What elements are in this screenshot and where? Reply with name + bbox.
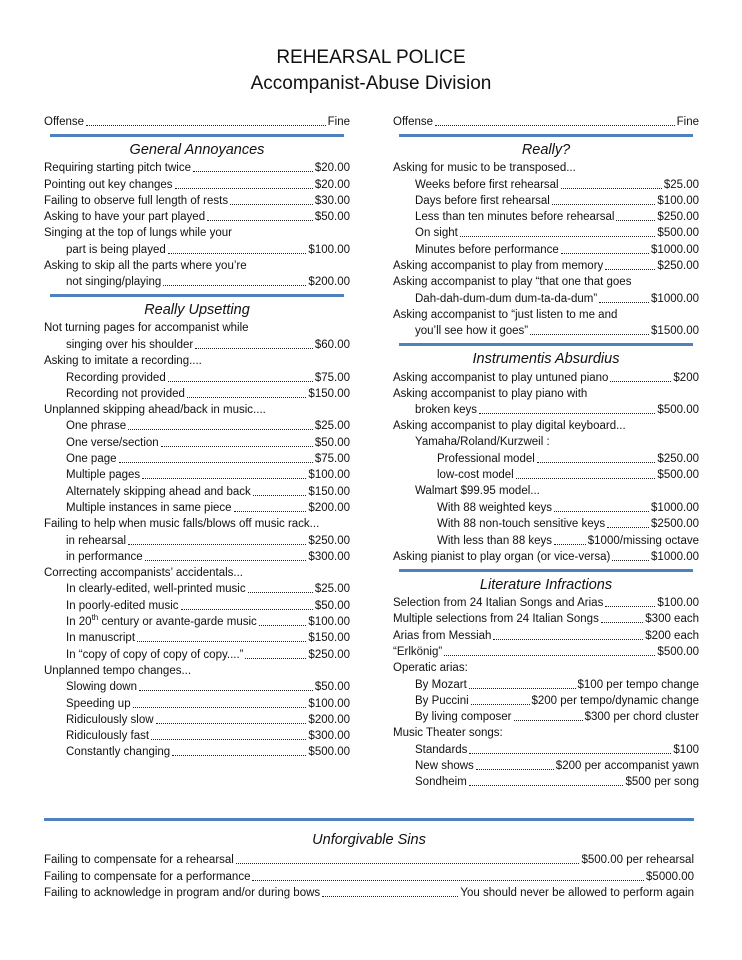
offense-text: Not turning pages for accompanist while — [44, 322, 249, 335]
offense-row: With 88 non-touch sensitive keys $2500.00 — [437, 518, 699, 531]
offense-row: Failing to acknowledge in program and/or during bows You should never be allowed to perform again — [44, 886, 694, 899]
offense-row: By Puccini $200 per tempo/dynamic change — [415, 694, 699, 707]
section-title-really: Really? — [521, 142, 571, 158]
offense-row: Alternately skipping ahead and back $150.00 — [66, 485, 350, 498]
offense-text: Unplanned tempo changes... — [44, 664, 192, 677]
offense-text: Music Theater songs: — [393, 727, 503, 740]
offense-text: Asking accompanist to “just listen to me and — [393, 308, 618, 321]
offense-header: Offense — [44, 116, 85, 128]
offense-row: Multiple selections from 24 Italian Songs $300 each — [393, 613, 699, 626]
offense-row: Failing to compensate for a performance $5000.00 — [44, 870, 694, 883]
offense-row: Failing to observe full length of rests $30.00 — [44, 194, 350, 207]
offense-row: Multiple pages $100.00 — [66, 469, 350, 482]
offense-row: Recording not provided $150.00 — [66, 387, 350, 400]
section-upsetting — [44, 320, 350, 760]
offense-row: low-cost model $500.00 — [437, 469, 699, 482]
offense-row: Sondheim $500 per song — [415, 776, 699, 789]
page-title: REHEARSAL POLICE — [276, 47, 466, 68]
section-divider — [50, 294, 344, 297]
offense-row: In “copy of copy of copy of copy....” $250.00 — [66, 648, 350, 661]
offense-row: “Erlkönig” $500.00 — [393, 646, 699, 659]
offense-row: Ridiculously fast $300.00 — [66, 730, 350, 743]
section-title-literature: Literature Infractions — [479, 576, 613, 593]
leader-dots — [86, 125, 326, 126]
offense-row: Arias from Messiah $200 each — [393, 629, 699, 642]
offense-row: With less than 88 keys $1000/missing octave — [437, 534, 699, 547]
offense-text: Asking to skip all the parts where you’re — [44, 259, 247, 272]
section-title-general: General Annoyances — [129, 142, 265, 158]
offense-row: Asking accompanist to play untuned piano $200 — [393, 371, 699, 384]
offense-header: Offense — [393, 116, 434, 128]
offense-row: in rehearsal $250.00 — [66, 534, 350, 547]
offense-row: In clearly-edited, well-printed music $25.00 — [66, 583, 350, 596]
offense-row: Standards $100 — [415, 743, 699, 756]
offense-row: Selection from 24 Italian Songs and Arias $100.00 — [393, 597, 699, 610]
offense-row: Slowing down $50.00 — [66, 681, 350, 694]
section-divider — [399, 134, 693, 137]
offense-text: Asking accompanist to play piano with — [393, 387, 588, 400]
offense-row: One phrase $25.00 — [66, 420, 350, 433]
section-literature — [393, 595, 699, 791]
offense-text: Singing at the top of lungs while your — [44, 227, 232, 240]
offense-row: Asking to have your part played $50.00 — [44, 211, 350, 224]
section-general — [44, 160, 350, 290]
section-divider — [399, 343, 693, 346]
section-instrumentis — [393, 369, 699, 565]
section-divider — [50, 134, 344, 137]
right-column — [393, 114, 699, 790]
column-header — [393, 114, 699, 130]
offense-row: New shows $200 per accompanist yawn — [415, 760, 699, 773]
section-divider — [44, 818, 694, 821]
offense-text: Failing to help when music falls/blows off music rack... — [44, 517, 320, 530]
fine-header: Fine — [327, 116, 350, 128]
offense-row: Ridiculously slow $200.00 — [66, 713, 350, 726]
left-column — [44, 114, 350, 760]
section-really — [393, 160, 699, 339]
section-title-upsetting: Really Upsetting — [144, 302, 250, 319]
offense-row: Professional model $250.00 — [437, 453, 699, 466]
offense-row: broken keys $500.00 — [415, 404, 699, 417]
offense-row: In 20th century or avante-garde music $100.00 — [66, 613, 350, 629]
offense-row: One page $75.00 — [66, 453, 350, 466]
offense-row: In manuscript $150.00 — [66, 632, 350, 645]
offense-row: not singing/playing $200.00 — [66, 276, 350, 289]
page-subtitle: Accompanist-Abuse Division — [250, 73, 492, 94]
offense-text: Operatic arias: — [393, 662, 468, 675]
offense-row: Asking accompanist to play from memory $250.00 — [393, 260, 699, 273]
offense-row: Asking pianist to play organ (or vice-versa) $1000.00 — [393, 550, 699, 563]
offense-row: in performance $300.00 — [66, 550, 350, 563]
offense-text: Asking to imitate a recording.... — [44, 354, 202, 367]
offense-row: Days before first rehearsal $100.00 — [415, 194, 699, 207]
section-title-sins: Unforgivable Sins — [312, 832, 426, 848]
offense-row: Speeding up $100.00 — [66, 697, 350, 710]
offense-row: Minutes before performance $1000.00 — [415, 243, 699, 256]
offense-text: Correcting accompanists’ accidentals... — [44, 566, 243, 579]
section-title-instrumentis: Instrumentis Absurdius — [472, 351, 620, 368]
offense-text: Yamaha/Roland/Kurzweil : — [415, 436, 550, 449]
offense-row: By Mozart $100 per tempo change — [415, 678, 699, 691]
section-sins — [44, 818, 694, 901]
offense-row: Less than ten minutes before rehearsal $250.00 — [415, 211, 699, 224]
offense-row: Multiple instances in same piece $200.00 — [66, 501, 350, 514]
section-divider — [399, 569, 693, 572]
offense-row: Failing to compensate for a rehearsal $500.00 per rehearsal — [44, 854, 694, 867]
offense-row: One verse/section $50.00 — [66, 436, 350, 449]
column-header — [44, 114, 350, 130]
leader-dots — [435, 125, 675, 126]
offense-row: In poorly-edited music $50.00 — [66, 599, 350, 612]
offense-text: Asking accompanist to play digital keyboard... — [393, 420, 626, 433]
offense-row: Recording provided $75.00 — [66, 371, 350, 384]
offense-row: Pointing out key changes $20.00 — [44, 178, 350, 191]
offense-row: part is being played $100.00 — [66, 243, 350, 256]
offense-row: With 88 weighted keys $1000.00 — [437, 501, 699, 514]
offense-row: On sight $500.00 — [415, 227, 699, 240]
offense-row: Weeks before first rehearsal $25.00 — [415, 178, 699, 191]
offense-text: Asking for music to be transposed... — [393, 162, 576, 174]
offense-row: Constantly changing $500.00 — [66, 746, 350, 759]
offense-text: Unplanned skipping ahead/back in music.... — [44, 403, 266, 416]
offense-text: Asking accompanist to play “that one that goes — [393, 276, 632, 289]
fine-header: Fine — [676, 116, 699, 128]
offense-row: singing over his shoulder $60.00 — [66, 338, 350, 351]
offense-row: you’ll see how it goes” $1500.00 — [415, 325, 699, 338]
offense-row: Requiring starting pitch twice $20.00 — [44, 162, 350, 175]
offense-row: Dah-dah-dum-dum dum-ta-da-dum” $1000.00 — [415, 292, 699, 305]
offense-text: Walmart $99.95 model... — [415, 485, 540, 498]
offense-row: By living composer $300 per chord cluster — [415, 711, 699, 724]
